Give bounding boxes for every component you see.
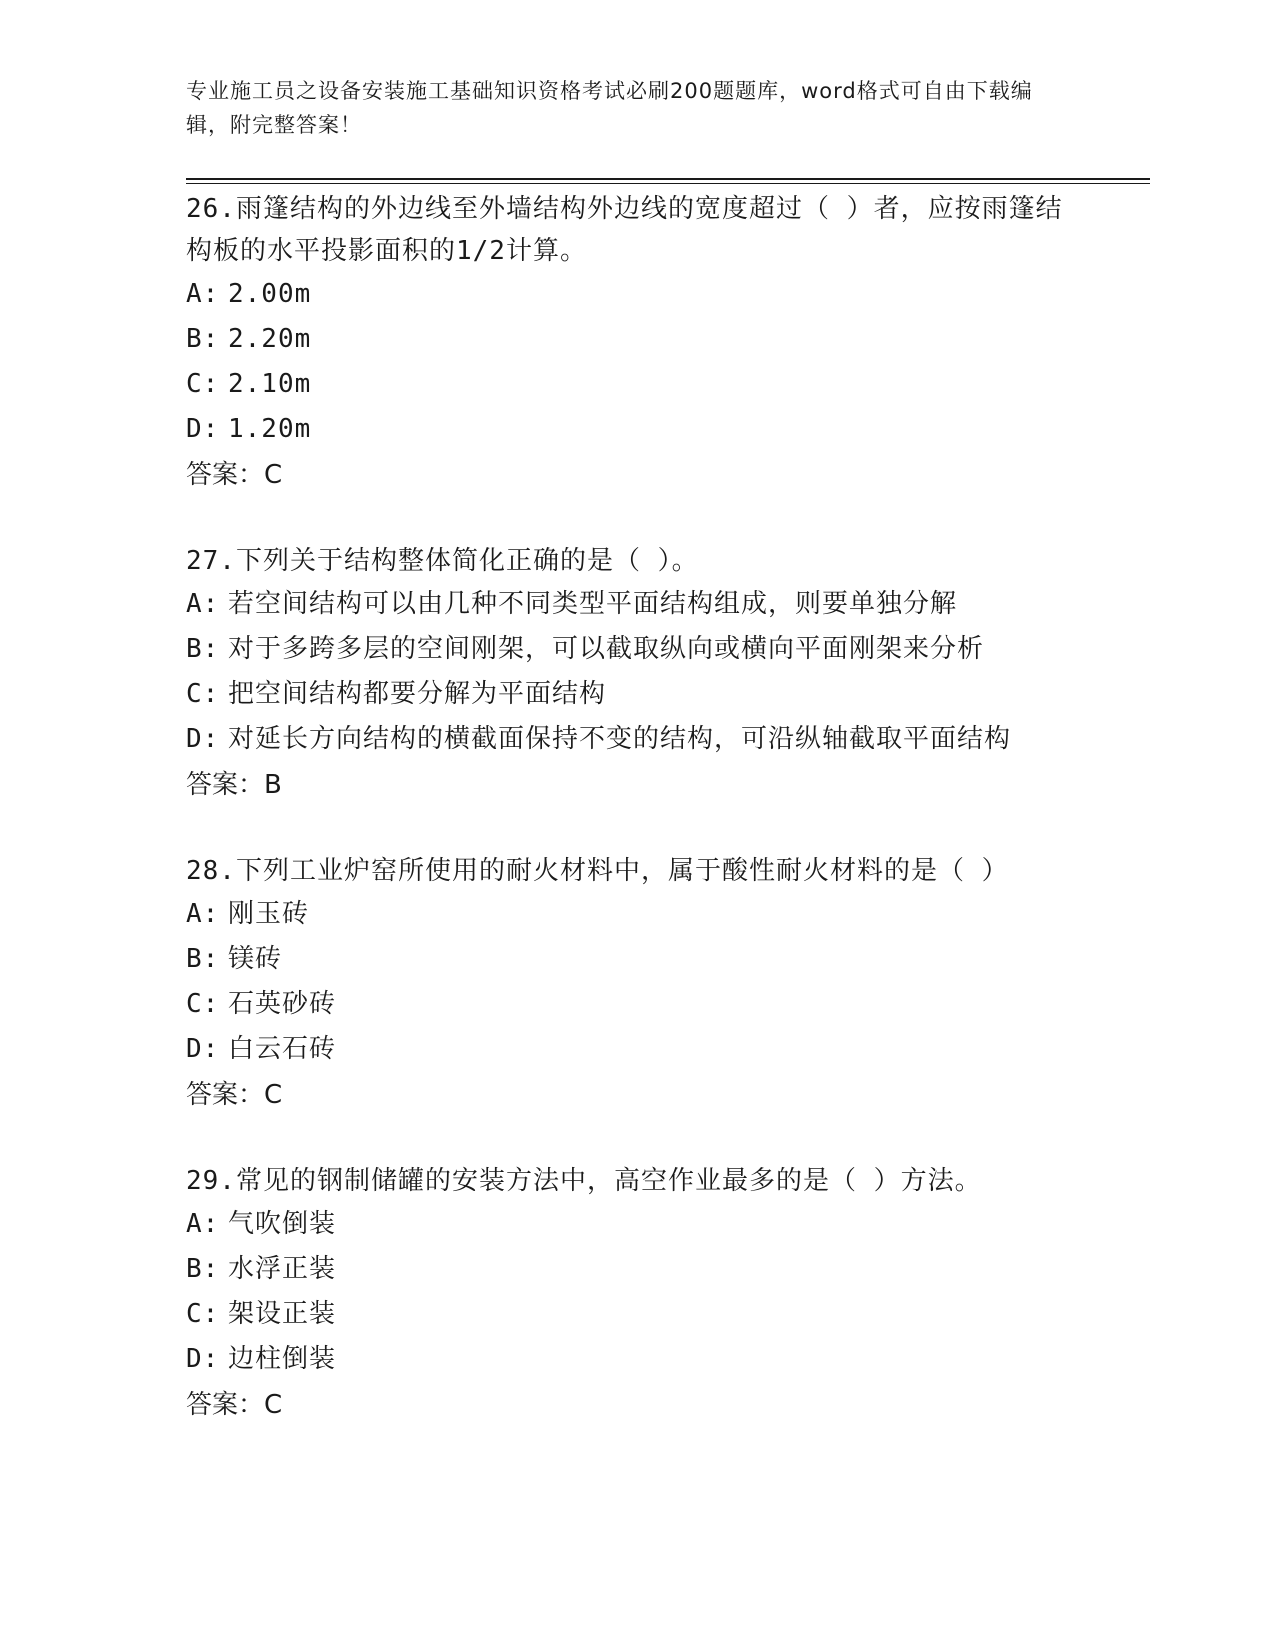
option-label: D: [186, 414, 220, 444]
option-c [186, 1292, 1086, 1337]
option-d [186, 407, 1086, 452]
option-text: 若空间结构可以由几种不同类型平面结构组成，则要单独分解 [228, 589, 958, 619]
option-text: 2.00m [228, 279, 312, 309]
question-28 [186, 850, 1086, 1118]
header-rule-thin [186, 183, 1150, 184]
answer: 答案：C [186, 1080, 283, 1110]
question-26 [186, 188, 1086, 498]
question-stem: 28.下列工业炉窑所使用的耐火材料中，属于酸性耐火材料的是（ ） [186, 856, 1009, 886]
option-text: 2.20m [228, 324, 312, 354]
option-a [186, 1202, 1086, 1247]
option-label: C: [186, 989, 220, 1019]
option-b [186, 937, 1086, 982]
option-text: 镁砖 [228, 944, 283, 974]
option-label: B: [186, 634, 220, 664]
option-label: C: [186, 1299, 220, 1329]
question-29 [186, 1160, 1086, 1428]
header-rule-thick [186, 178, 1150, 180]
option-a [186, 892, 1086, 937]
option-text: 对延长方向结构的横截面保持不变的结构，可沿纵轴截取平面结构 [228, 724, 1012, 754]
option-text: 白云石砖 [228, 1034, 337, 1064]
question-stem: 27.下列关于结构整体简化正确的是（ ）。 [186, 546, 699, 576]
option-text: 2.10m [228, 369, 312, 399]
option-c [186, 672, 1086, 717]
option-label: D: [186, 724, 220, 754]
option-label: C: [186, 369, 220, 399]
answer: 答案：B [186, 770, 282, 800]
option-d [186, 1027, 1086, 1072]
option-text: 1.20m [228, 414, 312, 444]
option-label: B: [186, 944, 220, 974]
option-text: 水浮正装 [228, 1254, 337, 1284]
option-b [186, 1247, 1086, 1292]
answer: 答案：C [186, 1390, 283, 1420]
option-b [186, 627, 1086, 672]
question-stem: 26.雨篷结构的外边线至外墙结构外边线的宽度超过（ ）者，应按雨篷结构板的水平投影面积的1/2计算。 [186, 194, 1063, 266]
option-c [186, 362, 1086, 407]
option-label: C: [186, 679, 220, 709]
question-list [186, 188, 1086, 1470]
option-text: 石英砂砖 [228, 989, 337, 1019]
question-27 [186, 540, 1086, 808]
option-d [186, 717, 1086, 762]
option-text: 把空间结构都要分解为平面结构 [228, 679, 607, 709]
option-label: A: [186, 279, 220, 309]
option-c [186, 982, 1086, 1027]
option-a [186, 582, 1086, 627]
option-text: 刚玉砖 [228, 899, 310, 929]
option-b [186, 317, 1086, 362]
option-label: B: [186, 1254, 220, 1284]
document-header: 专业施工员之设备安装施工基础知识资格考试必刷200题题库，word格式可自由下载编辑，附完整答案！ [186, 79, 1033, 137]
option-text: 对于多跨多层的空间刚架，可以截取纵向或横向平面刚架来分析 [228, 634, 985, 664]
option-label: D: [186, 1034, 220, 1064]
answer: 答案：C [186, 460, 283, 490]
option-label: A: [186, 899, 220, 929]
option-label: A: [186, 1209, 220, 1239]
option-text: 气吹倒装 [228, 1209, 337, 1239]
option-a [186, 272, 1086, 317]
option-label: A: [186, 589, 220, 619]
option-text: 边柱倒装 [228, 1344, 337, 1374]
question-stem: 29.常见的钢制储罐的安装方法中，高空作业最多的是（ ）方法。 [186, 1166, 982, 1196]
option-label: D: [186, 1344, 220, 1374]
option-label: B: [186, 324, 220, 354]
option-text: 架设正装 [228, 1299, 337, 1329]
option-d [186, 1337, 1086, 1382]
